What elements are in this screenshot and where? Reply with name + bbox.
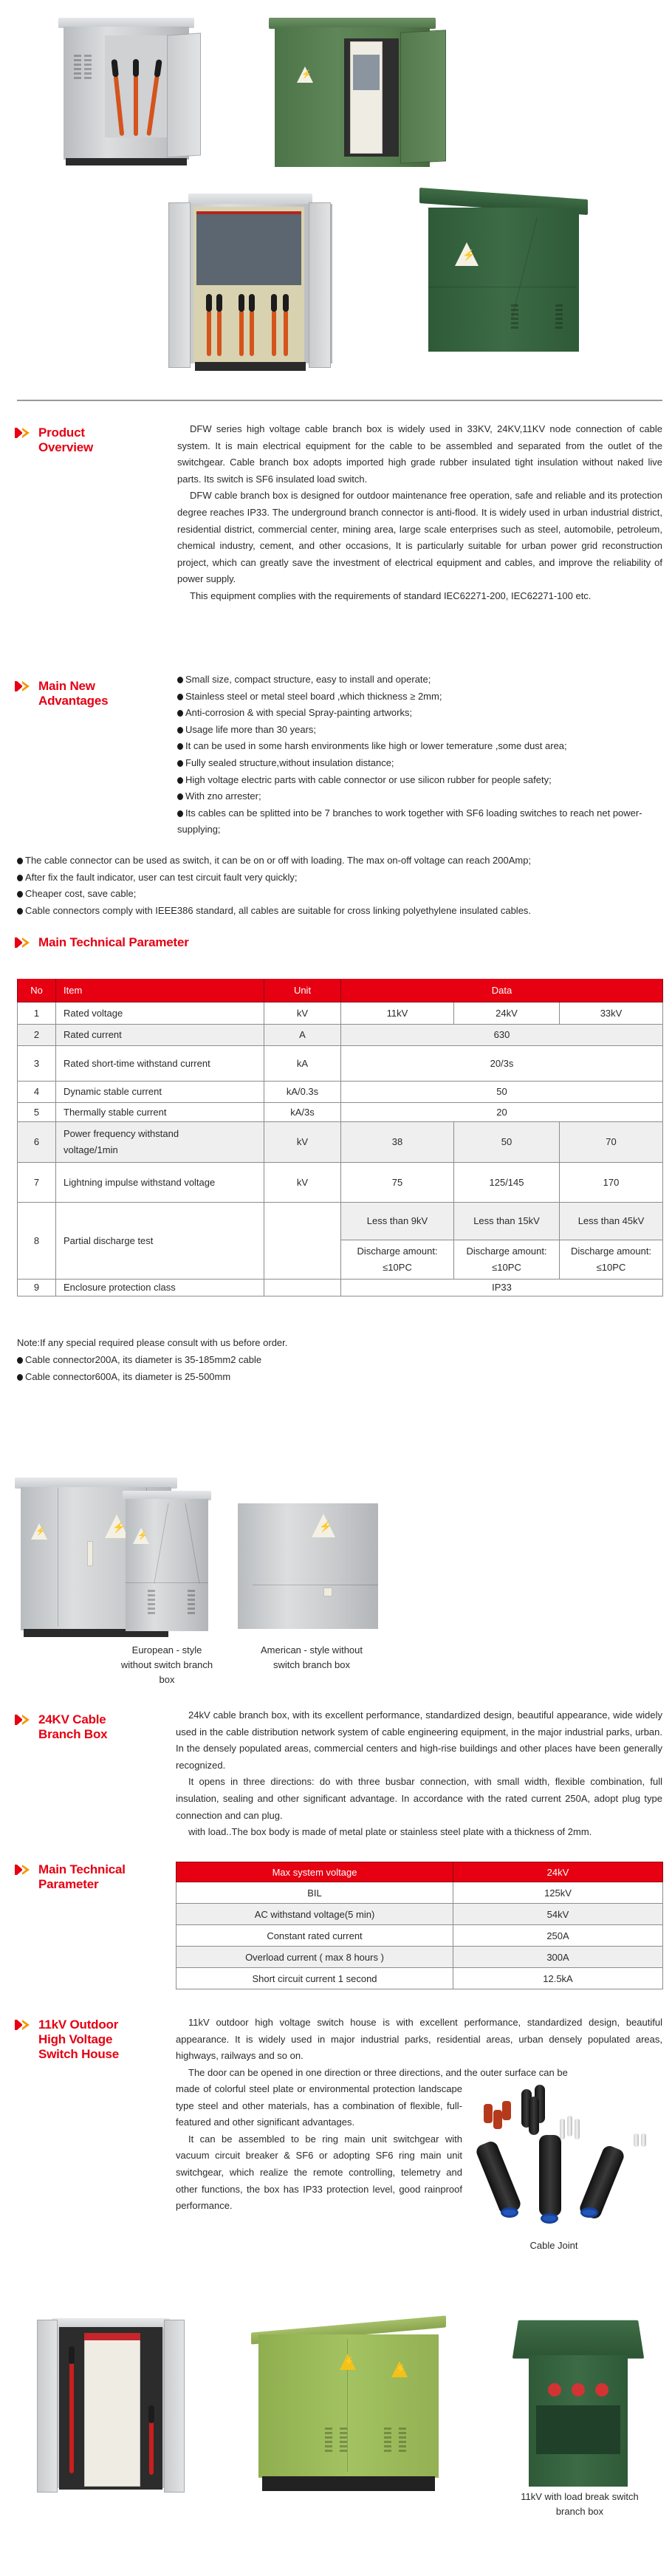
advantage-extra-item: Cheaper cost, save cable;: [17, 886, 667, 903]
24kv-parameter-table: [176, 1862, 663, 1989]
cell-item: Partial discharge test: [56, 1202, 264, 1279]
main-technical-parameter-table: [17, 979, 663, 1296]
cell-unit: kA/3s: [264, 1102, 341, 1121]
cell-value: 50: [454, 1121, 560, 1162]
table-row: [18, 1081, 663, 1102]
cell-no: 9: [18, 1279, 56, 1296]
advantage-item: Usage life more than 30 years;: [177, 722, 665, 739]
cell-value: 38: [341, 1121, 454, 1162]
table-row: [18, 1279, 663, 1296]
product-image-green-open-switchgear: [275, 18, 430, 173]
cell-value: Discharge amount: ≤10PC: [560, 1240, 663, 1279]
cell-unit: [264, 1279, 341, 1296]
overview-text: [177, 421, 662, 605]
cell-item: Dynamic stable current: [56, 1081, 264, 1102]
cell-unit: A: [264, 1024, 341, 1045]
advantage-item: Anti-corrosion & with special Spray-painting artworks;: [177, 705, 665, 722]
cell-unit: kV: [264, 1121, 341, 1162]
box24-paragraph: with load..The box body is made of metal plate or stainless steel plate with a thickness of 2mm.: [188, 1826, 592, 1838]
cell-item: Enclosure protection class: [56, 1279, 264, 1296]
advantage-item: High voltage electric parts with cable connector or use silicon rubber for people safety;: [177, 772, 665, 789]
advantage-item: It can be used in some harsh environments like high or lower temerature ,some dust area;: [177, 738, 665, 755]
caption-american-style: American - style without switch branch box: [261, 1644, 363, 1670]
section-divider: [17, 400, 662, 401]
advantages-list: [177, 672, 665, 838]
switch-house-paragraph: made of colorful steel plate or environmental protection landscape type steel and other materials, has a combination of flexible, full-featured and other significant advantages.: [176, 2083, 462, 2128]
switch-house-paragraph: It can be assembled to be ring main unit switchgear with vacuum circuit breaker & SF6 or adopting SF6 ring main unit switchgear, which realize the remote controlling, telemetry and other functions, the box has IP33 protection level, good rainproof performance.: [176, 2133, 462, 2212]
caption-cable-joint: Cable Joint: [529, 2240, 578, 2251]
cell-value: 11kV: [341, 1002, 454, 1024]
table-row: [176, 1904, 663, 1925]
cell-value: 24kV: [454, 1002, 560, 1024]
advantages-extra-list: [17, 853, 667, 919]
box24-text: [176, 1707, 662, 1841]
table-row: [18, 1024, 663, 1045]
cell-unit: kA/0.3s: [264, 1081, 341, 1102]
header-item: Item: [56, 979, 264, 1002]
advantage-item: Small size, compact structure, easy to install and operate;: [177, 672, 665, 689]
table-header-row: [176, 1862, 663, 1882]
cell-value: 50: [341, 1081, 663, 1102]
table-header-row: [18, 979, 663, 1002]
cell-no: 1: [18, 1002, 56, 1024]
switch-house-paragraph: 11kV outdoor high voltage switch house is with excellent performance, standardized design, beautiful appearance. It is widely used in major industrial parks, residential areas, urban densely populated areas, highways, railways and so on.: [176, 2017, 662, 2062]
header-data: Data: [341, 979, 663, 1002]
cell-unit: kV: [264, 1002, 341, 1024]
cell-value: 20/3s: [341, 1045, 663, 1081]
caption-load-break-box: 11kV with load break switch branch box: [521, 2491, 639, 2517]
table-row: [18, 1162, 663, 1202]
product-image-stainless-open-switch-house: [37, 2318, 185, 2495]
cell-no: 4: [18, 1081, 56, 1102]
cell-item: Rated current: [56, 1024, 264, 1045]
double-chevron-icon: [16, 2020, 32, 2030]
cell-value: Discharge amount: ≤10PC: [341, 1240, 454, 1279]
heading-line: High Voltage: [38, 2032, 113, 2046]
table-row: [18, 1202, 663, 1240]
heading-line: Branch Box: [38, 1727, 108, 1741]
product-image-stainless-double-door: [168, 194, 332, 371]
cell-no: 2: [18, 1024, 56, 1045]
note-item: Cable connector200A, its diameter is 35-185mm2 cable: [17, 1352, 652, 1369]
cell-item: Lightning impulse withstand voltage: [56, 1162, 264, 1202]
heading-line: 24KV Cable: [38, 1712, 106, 1726]
cell-value: 300A: [453, 1947, 663, 1968]
cell-value: 70: [560, 1121, 663, 1162]
overview-paragraph: DFW series high voltage cable branch box is widely used in 33KV, 24KV,11KV node connection of cable system. It is main electrical equipment for the cable to be assembled and separated from the outlet of the switchgear. Cable branch box adopts imported high grade rubber insulated tight insulation without naked live parts. Its switch is SF6 insulated load switch.: [177, 423, 662, 485]
cell-value: 20: [341, 1102, 663, 1121]
heading-line: Switch House: [38, 2047, 120, 2061]
cell-no: 5: [18, 1102, 56, 1121]
table-row: [18, 1045, 663, 1081]
table-note: Note:If any special required please consult with us before order.: [17, 1337, 288, 1348]
heading-line: Main New: [38, 679, 95, 693]
cell-value: 75: [341, 1162, 454, 1202]
note-list: [17, 1352, 652, 1385]
overview-paragraph: This equipment complies with the requirements of standard IEC62271-200, IEC62271-100 etc.: [190, 590, 592, 601]
cell-value: Discharge amount: ≤10PC: [454, 1240, 560, 1279]
table-row: [18, 1002, 663, 1024]
cell-item: Rated voltage: [56, 1002, 264, 1024]
double-chevron-icon: [16, 1865, 32, 1875]
table-row: [176, 1968, 663, 1989]
note-item: Cable connector600A, its diameter is 25-500mm: [17, 1369, 652, 1386]
advantage-item: Its cables can be splitted into be 7 branches to work together with SF6 loading switches to reach net power-supplying;: [177, 805, 665, 838]
heading-line: Main Technical Parameter: [38, 935, 189, 949]
double-chevron-icon: [16, 428, 32, 438]
heading-line: Parameter: [38, 1877, 99, 1891]
cell-value: 170: [560, 1162, 663, 1202]
cell-parameter: Constant rated current: [176, 1925, 453, 1947]
table-row: [176, 1882, 663, 1904]
cell-value: 250A: [453, 1925, 663, 1947]
switch-house-text: [176, 2015, 662, 2081]
header-parameter: Max system voltage: [176, 1862, 453, 1882]
advantage-item: With zno arrester;: [177, 788, 665, 805]
heading-24kv-cable-branch-box: [16, 1712, 107, 1742]
product-image-green-sloped-roof: [428, 194, 579, 352]
cell-value: 12.5kA: [453, 1968, 663, 1989]
cell-parameter: Short circuit current 1 second: [176, 1968, 453, 1989]
advantage-extra-item: The cable connector can be used as switch, it can be on or off with loading. The max on-off voltage can reach 200Amp;: [17, 853, 667, 870]
heading-line: 11kV Outdoor: [38, 2018, 119, 2032]
header-no: No: [18, 979, 56, 1002]
product-image-european-style-cabinet: [126, 1491, 208, 1631]
heading-24kv-main-technical-parameter: [16, 1862, 126, 1892]
cell-item: Thermally stable current: [56, 1102, 264, 1121]
cell-no: 6: [18, 1121, 56, 1162]
advantage-item: Fully sealed structure,without insulation distance;: [177, 755, 665, 772]
double-chevron-icon: [16, 681, 32, 691]
cell-parameter: AC withstand voltage(5 min): [176, 1904, 453, 1925]
heading-main-new-advantages: [16, 679, 108, 708]
heading-line: Advantages: [38, 694, 109, 708]
cell-no: 8: [18, 1202, 56, 1279]
cell-unit: kA: [264, 1045, 341, 1081]
cell-unit: kV: [264, 1162, 341, 1202]
heading-main-technical-parameter: [16, 935, 189, 950]
product-image-stainless-open-cables: [64, 18, 189, 165]
cell-no: 7: [18, 1162, 56, 1202]
product-image-dark-green-load-break-box: [515, 2318, 641, 2487]
caption-european-style: European - style without switch branch box: [120, 1644, 213, 1685]
heading-line: Main Technical: [38, 1862, 126, 1876]
cell-value: 125kV: [453, 1882, 663, 1904]
overview-paragraph: DFW cable branch box is designed for outdoor maintenance free operation, safe and reliable and its protection degree reaches IP33. The underground branch connector is anti-flood. It is widely used in urban industrial district, residential district, commercial center, mining area, large scale enterprises such as steel, automobile, petroleum, chemical industry, cement, and other occasions, It is particularly suitable for urban power grid reconstruction project, which can greatly save the investment of electrical equipment and cables, and improve the reliability of power supply.: [177, 490, 662, 585]
cell-item: Power frequency withstand voltage/1min: [56, 1121, 264, 1162]
cell-value: 33kV: [560, 1002, 663, 1024]
product-image-american-style-cabinet: [238, 1503, 378, 1629]
table-row: [176, 1947, 663, 1968]
table-row: [18, 1121, 663, 1162]
heading-11kv-outdoor-switch-house: [16, 2018, 119, 2062]
advantage-item: Stainless steel or metal steel board ,which thickness ≥ 2mm;: [177, 689, 665, 706]
cell-value: Less than 45kV: [560, 1202, 663, 1240]
cell-parameter: BIL: [176, 1882, 453, 1904]
table-row: [18, 1102, 663, 1121]
table-row: [176, 1925, 663, 1947]
box24-paragraph: 24kV cable branch box, with its excellent performance, standardized design, beautiful appearance, wide widely used in the cable distribution network system of cable engineering equipment, in the major industrial parks, urban. In the densely populated areas, commercial centers and high-rise buildings and other places have been generally recognized.: [176, 1709, 662, 1771]
cell-value: 54kV: [453, 1904, 663, 1925]
cell-value: 125/145: [454, 1162, 560, 1202]
cell-no: 3: [18, 1045, 56, 1081]
cell-item: Rated short-time withstand current: [56, 1045, 264, 1081]
double-chevron-icon: [16, 1715, 32, 1725]
heading-line: Product: [38, 426, 85, 440]
product-image-cable-joint: [473, 2089, 665, 2230]
heading-line: Overview: [38, 440, 94, 454]
cell-value: Less than 9kV: [341, 1202, 454, 1240]
header-value: 24kV: [453, 1862, 663, 1882]
switch-house-text-narrow: [176, 2081, 462, 2215]
advantage-extra-item: Cable connectors comply with IEEE386 standard, all cables are suitable for cross linking polyethylene insulated cables.: [17, 903, 667, 920]
switch-house-paragraph: The door can be opened in one direction or three directions, and the outer surface can be: [188, 2066, 568, 2078]
header-unit: Unit: [264, 979, 341, 1002]
cell-parameter: Overload current ( max 8 hours ): [176, 1947, 453, 1968]
cell-unit: [264, 1202, 341, 1279]
advantage-extra-item: After fix the fault indicator, user can test circuit fault very quickly;: [17, 870, 667, 886]
cell-value: 630: [341, 1024, 663, 1045]
cell-value: Less than 15kV: [454, 1202, 560, 1240]
product-image-lime-green-switch-house: [258, 2324, 439, 2491]
heading-product-overview: [16, 426, 93, 455]
cell-value: IP33: [341, 1279, 663, 1296]
box24-paragraph: It opens in three directions: do with three busbar connection, with small width, flexible combination, full insulation, sealing and other significant advantage. In accordance with the rated current 250A, adopt plug type connection and can plug.: [176, 1776, 662, 1821]
double-chevron-icon: [16, 937, 32, 948]
